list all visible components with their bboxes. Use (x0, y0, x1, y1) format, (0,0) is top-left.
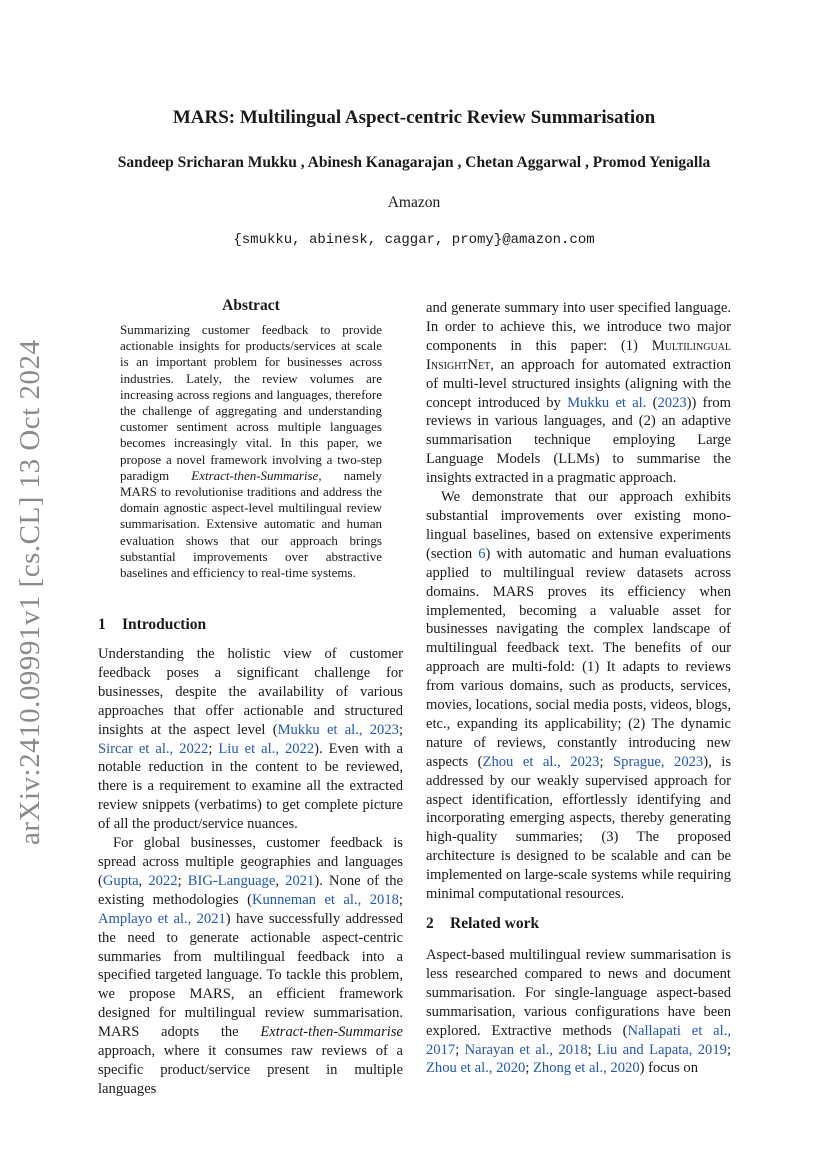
abstract-emphasis: Extract-then-Summarise (191, 467, 319, 483)
introduction-body (98, 645, 403, 1099)
text-run: ) focus on (639, 1060, 698, 1077)
text-run: ). None of the existing methodologies ( (98, 872, 403, 908)
abstract-text-1: Summarizing customer feedback to provide actionable insights for products/services at scale is an important problem for businesses across industries. Lately, the review volumes are increasing across regions and languages, therefore the challenge of aggregating and understanding customer sentiment across multiple languages becomes increasingly vital. In this paper, we propose a novel framework involving a two-step paradigm (120, 322, 382, 483)
section-link[interactable]: 6 (478, 545, 486, 562)
text-run: ; (726, 1041, 732, 1058)
text-run: ). Even with a notable reduction in the content to be reviewed, there is a requirement to examine all the extracted review snippets (verbatims) to get complete picture of all the product/service nuances. (98, 740, 404, 833)
text-run: ), is addressed by our weakly supervised approach for aspect identification, effortlessly identifying and incorporating emerging aspects, thereby generating high-quality summaries; (3) The proposed architecture is designed to be scalable and can be implemented on large-scale systems while requiring minimal computational resources. (426, 753, 731, 903)
right-paragraph-2 (426, 488, 731, 904)
citation-link[interactable]: Sprague, 2023 (613, 753, 704, 770)
citation-link[interactable]: Mukku et al., 2023 (277, 721, 399, 738)
citation-link[interactable]: Zhou et al., 2020 (426, 1060, 526, 1077)
intro-paragraph-1 (98, 645, 403, 834)
text-run: ; (398, 721, 403, 738)
text-run: , an approach for automated extraction of multi-level structured insights (aligning with the concept introduced by (426, 356, 731, 411)
arxiv-identifier: arXiv:2410.09991v1 [cs.CL] 13 Oct 2024 (14, 339, 46, 845)
text-run: We demonstrate that our approach exhibits substantial improvements over existing mono-lingual baselines, based on extensive experiments (section (426, 489, 731, 562)
citation-link[interactable]: Sircar et al., 2022 (98, 740, 209, 757)
text-run: ; (525, 1060, 534, 1077)
text-run: Aspect-based multilingual review summarisation is less researched compared to news and document summarisation. For single-language aspect-based summarisation, various configurations have been explored. Extractive methods ( (426, 947, 731, 1039)
text-run: ; (587, 1041, 598, 1058)
text-run: ; (177, 872, 188, 889)
text-run: ) have successfully addressed the need to generate actionable aspect-centric summaries from multilingual feedback into a specified targeted language. To tackle this problem, we propose MARS, an efficient framework designed for multilingual review summarisation. MARS adopts the (98, 910, 403, 1041)
abstract-text-2: , namely MARS to revolutionise traditions and address the domain agnostic aspect-level multilingual review summarisation. Extensive automatic and human evaluation shows that our approach brings substantial improvements over abstractive baselines and efficiency to real-time systems. (120, 467, 383, 581)
text-run: ) with automatic and human evaluations applied to multilingual review datasets across domains. MARS proves its efficiency when implemented, becoming a valuable asset for businesses navigating the complex landscape of multilingual feedback text. The benefits of our approach are multi-fold: (1) It adapts to reviews from various domains, such as products, services, movies, locations, social media posts, videos, blogs, etc., expanding its applicability; (2) The dynamic nature of reviews, constantly introducing new aspects ( (426, 545, 731, 770)
text-run: ; (208, 740, 219, 757)
emphasis: Extract-then-Summarise (260, 1024, 403, 1041)
text-run: ; (455, 1041, 465, 1058)
abstract-heading: Abstract (222, 297, 280, 314)
citation-link[interactable]: Gupta (102, 872, 139, 889)
right-column-body (426, 299, 731, 904)
paper-title: MARS: Multilingual Aspect-centric Review Summarisation (172, 107, 656, 128)
related-work-body (426, 946, 731, 1078)
citation-link[interactable]: Liu et al., 2022 (218, 740, 315, 757)
text-run: ( (646, 394, 658, 411)
citation-link[interactable]: 2021 (285, 872, 315, 889)
citation-link[interactable]: Narayan et al., 2018 (464, 1041, 588, 1058)
citation-link[interactable]: Zhong et al., 2020 (533, 1060, 640, 1077)
section-heading-introduction (98, 616, 206, 634)
section-heading-related-work (426, 915, 539, 933)
citation-link[interactable]: Nallapati et al., 2017 (426, 1022, 731, 1058)
section-number: 1 (98, 616, 106, 633)
section-number: 2 (426, 915, 434, 932)
text-run: and generate summary into user specified language. In order to achieve this, we introduce two major components in this paper: (1) (426, 300, 731, 354)
text-run: )) from reviews in various languages, and (2) an adaptive summarisation technique employing Large Language Models (LLMs) to summarise the insights extracted in a pragmatic approach. (426, 394, 731, 487)
related-paragraph-1 (426, 946, 731, 1078)
author-list: Sandeep Sricharan Mukku , Abinesh Kanagarajan , Chetan Aggarwal , Promod Yenigalla (117, 154, 711, 171)
author-emails: {smukku, abinesk, caggar, promy}@amazon.com (233, 232, 595, 248)
citation-link[interactable]: Mukku et al. (567, 394, 647, 411)
text-run: ; (599, 753, 614, 770)
citation-link[interactable]: Zhou et al., 2023 (482, 753, 600, 770)
text-run: approach, where it consumes raw reviews of a specific product/service present in multiple languages (98, 1043, 403, 1097)
citation-link[interactable]: 2022 (148, 872, 178, 889)
text-run: For global businesses, customer feedback is spread across multiple geographies and languages ( (98, 835, 403, 889)
system-name: Multilingual InsightNet (426, 337, 731, 373)
text-run: Understanding the holistic view of customer feedback poses a significant challenge for businesses, despite the availability of various approaches that offer actionable and structured insights at the aspect level ( (98, 646, 403, 738)
intro-paragraph-2: For global businesses, customer feedback is spread across multiple geographies and languages (Gupta, 2022; BIG-Language, 2021). None of the existing methodologies (Kunneman et al., 2018; Amplayo et al., 2021) have successfully addressed the need to generate actionable aspect-centric summaries from multilingual feedback into a specified targeted language. To tackle this problem, we propose MARS, an efficient framework designed for multilingual review summarisation. MARS adopts the Extract-then-Summarise approach, where it consumes raw reviews of a specific product/service present in multiple languages (98, 835, 403, 1097)
citation-link[interactable]: Liu and Lapata, 2019 (597, 1041, 727, 1058)
section-title: Related work (450, 915, 540, 932)
abstract-body (120, 322, 382, 581)
citation-link[interactable]: Amplayo et al., 2021 (98, 910, 226, 927)
citation-link[interactable]: 2023 (657, 394, 687, 411)
affiliation: Amazon (387, 194, 441, 211)
citation-link[interactable]: Kunneman et al., 2018 (251, 891, 399, 908)
citation-link[interactable]: BIG-Language (187, 872, 276, 889)
right-paragraph-1 (426, 299, 731, 488)
text-run: ; (398, 891, 403, 908)
section-title: Introduction (122, 616, 207, 633)
